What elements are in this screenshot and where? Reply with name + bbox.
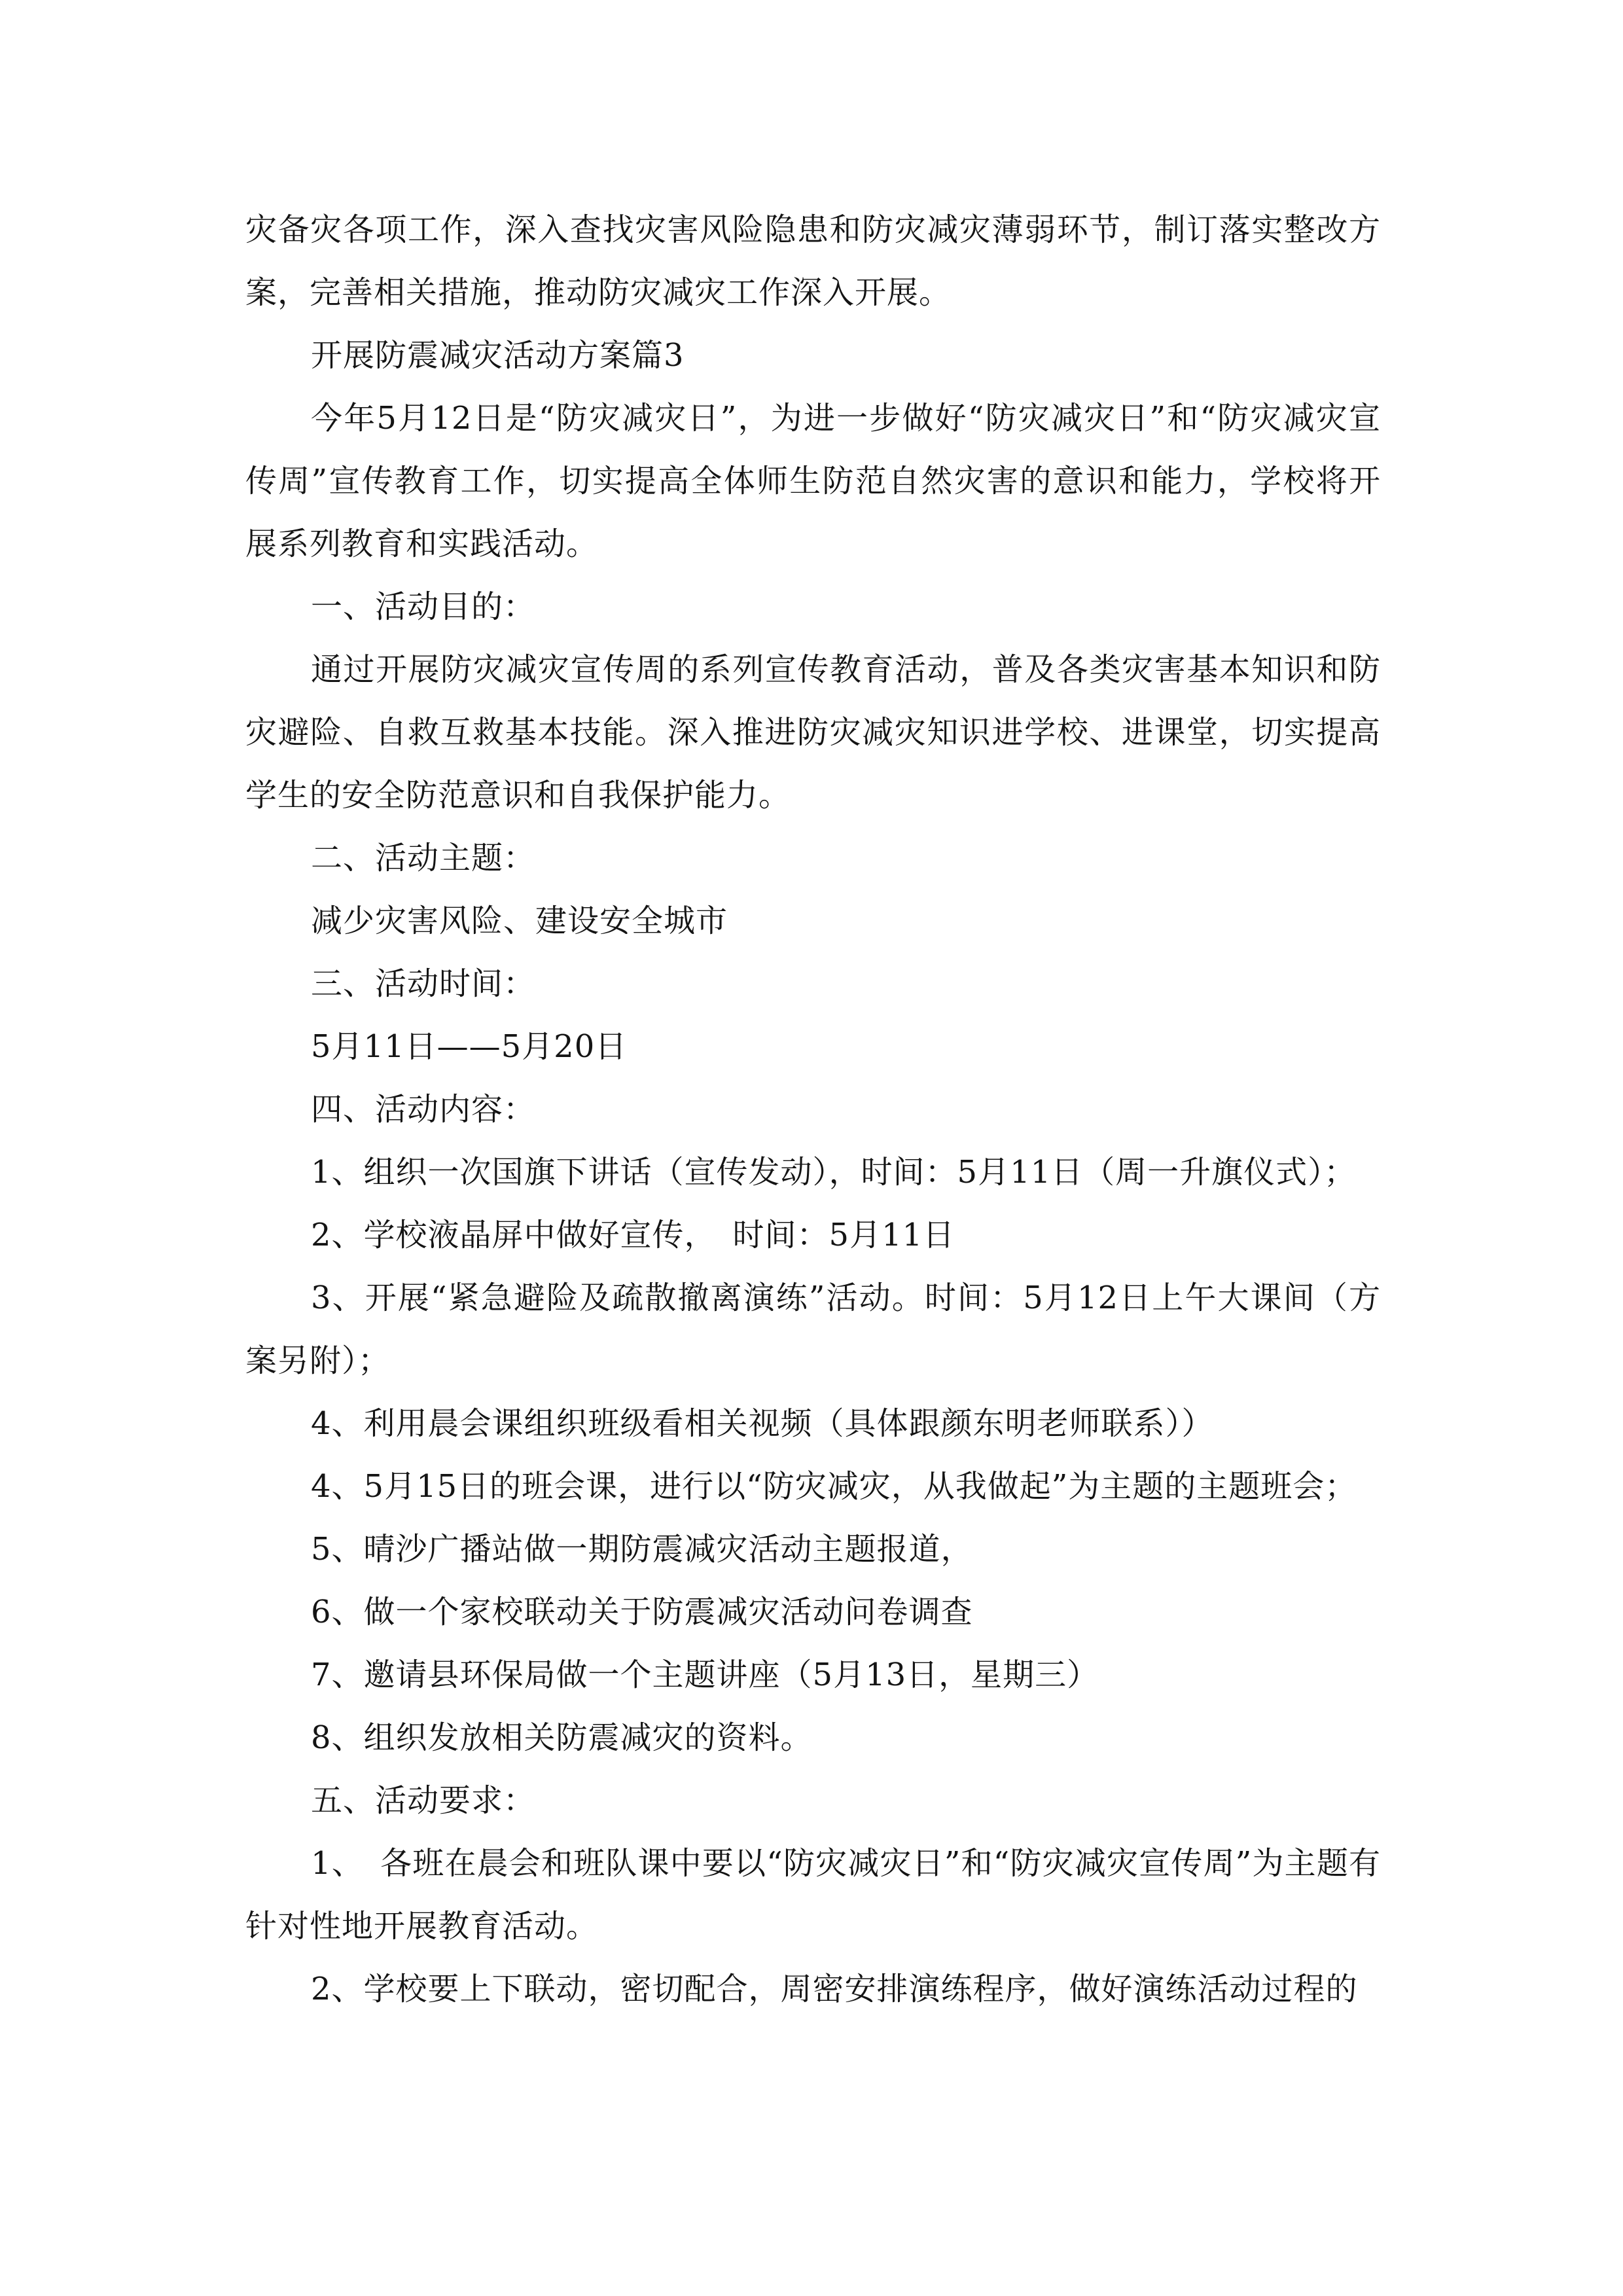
list-item-content-8: 8、组织发放相关防震减灾的资料。 — [311, 1719, 813, 1756]
list-item-content-4a: 4、利用晨会课组织班级看相关视频（具体跟颜东明老师联系）） — [311, 1405, 1214, 1442]
list-item-content-2: 2、学校液晶屏中做好宣传， 时间：5月11日 — [311, 1217, 955, 1253]
heading-activity-purpose: 一、活动目的： — [311, 588, 536, 625]
list-item-content-7: 7、邀请县环保局做一个主题讲座（5月13日，星期三） — [311, 1657, 1099, 1693]
paragraph-activity-time: 5月11日——5月20日 — [311, 1028, 628, 1065]
heading-activity-requirements: 五、活动要求： — [311, 1782, 536, 1819]
paragraph-background: 今年5月12日是“防灾减灾日”，为进一步做好“防灾减灾日”和“防灾减灾宣传周”宣传教育工作，切实提高全体师生防范自然灾害的意识和能力，学校将开展系列教育和实践活动。 — [245, 400, 1381, 562]
paragraph-intro-continuation: 灾备灾各项工作，深入查找灾害风险隐患和防灾减灾薄弱环节，制订落实整改方案，完善相关措施，推动防灾减灾工作深入开展。 — [245, 211, 1381, 311]
list-item-content-5: 5、晴沙广播站做一期防震减灾活动主题报道， — [311, 1531, 973, 1568]
document-body — [245, 198, 1381, 2020]
heading-activity-content: 四、活动内容： — [311, 1091, 536, 1128]
list-item-requirement-2: 2、学校要上下联动，密切配合，周密安排演练程序，做好演练活动过程的 — [311, 1971, 1358, 2007]
list-item-requirement-1: 1、 各班在晨会和班队课中要以“防灾减灾日”和“防灾减灾宣传周”为主题有针对性地开展教育活动。 — [245, 1845, 1381, 1945]
section-title: 开展防震减灾活动方案篇3 — [311, 337, 685, 374]
list-item-content-6: 6、做一个家校联动关于防震减灾活动问卷调查 — [311, 1594, 973, 1630]
list-item-content-3: 3、开展“紧急避险及疏散撤离演练”活动。时间：5月12日上午大课间（方案另附）； — [245, 1280, 1381, 1379]
paragraph-activity-purpose: 通过开展防灾减灾宣传周的系列宣传教育活动，普及各类灾害基本知识和防灾避险、自救互救基本技能。深入推进防灾减灾知识进学校、进课堂，切实提高学生的安全防范意识和自我保护能力。 — [245, 651, 1381, 814]
list-item-content-4b: 4、5月15日的班会课，进行以“防灾减灾，从我做起”为主题的主题班会； — [311, 1468, 1357, 1505]
list-item-content-1: 1、组织一次国旗下讲话（宣传发动），时间：5月11日（周一升旗仪式）； — [311, 1154, 1357, 1191]
paragraph-activity-theme: 减少灾害风险、建设安全城市 — [311, 903, 728, 939]
heading-activity-time: 三、活动时间： — [311, 965, 536, 1002]
heading-activity-theme: 二、活动主题： — [311, 840, 536, 876]
